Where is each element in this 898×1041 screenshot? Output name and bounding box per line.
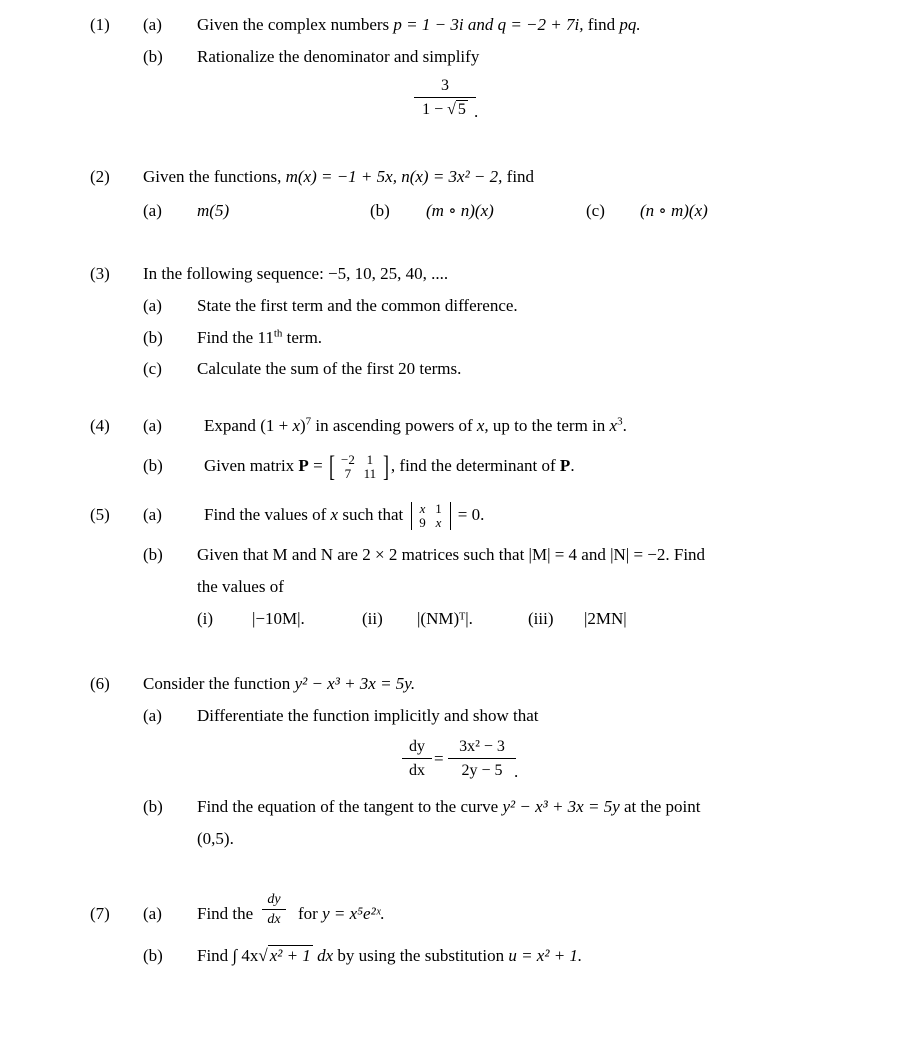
q7b-root: x² + 1 <box>269 946 311 965</box>
q6-intro <box>143 674 415 694</box>
q1a-text-2: find <box>587 15 616 34</box>
q7b-text-1: Find ∫ 4x <box>197 946 259 965</box>
q1b-frac-numerator: 3 <box>441 77 449 94</box>
q1-number: (1) <box>90 15 110 34</box>
matrix-cell-21: 7 <box>344 466 352 482</box>
q3b-text <box>197 328 322 348</box>
q6b-text <box>197 797 700 817</box>
q6b-text-1: Find the equation of the tangent to the curve <box>197 797 499 816</box>
determinant-right-bar <box>450 502 451 530</box>
q3b-text-2: term. <box>282 328 323 347</box>
q2b-expr: (m ∘ n)(x) <box>426 201 494 220</box>
q2a-expr: m(5) <box>197 201 230 220</box>
q4a-text-1: Expand <box>204 416 256 435</box>
q4b-eq: = <box>308 456 327 475</box>
det-cell-11: x <box>419 501 426 517</box>
q5a-text <box>204 497 484 533</box>
q7b-label: (b) <box>143 946 163 965</box>
q4b-P: P <box>298 456 309 475</box>
q2-find: find <box>506 167 535 186</box>
q3-intro: In the following sequence: −5, 10, 25, 40, .... <box>143 264 449 283</box>
q6-intro-text: Consider the function <box>143 674 291 693</box>
q5a-text-1: Find the values of <box>204 505 327 524</box>
q7-number: (7) <box>90 904 110 923</box>
q4-number: (4) <box>90 416 110 435</box>
q2a-label: (a) <box>143 201 162 220</box>
q7a-derivative <box>262 892 286 928</box>
q6a-rhs-num: 3x² − 3 <box>459 738 505 755</box>
q6a-label: (a) <box>143 706 162 725</box>
q2-funcs: m(x) = −1 + 5x, n(x) = 3x² − 2, <box>285 167 503 186</box>
q1b-frac-end: . <box>474 102 479 121</box>
q2c-label: (c) <box>586 201 605 220</box>
q5b-ii-expr: |(NM)ᵀ|. <box>417 609 473 628</box>
q6a-lhs-fraction <box>402 737 432 781</box>
det-cell-21: 9 <box>419 515 426 531</box>
q4a-text-2: in ascending powers of <box>315 416 473 435</box>
q3-number: (3) <box>90 264 110 283</box>
q5a-x: x <box>330 505 339 524</box>
q6a-lhs-num: dy <box>409 738 425 755</box>
q7a-expr: y = x⁵e²ˣ. <box>322 904 385 923</box>
q5b-iii-expr: |2MN| <box>584 609 627 628</box>
q4b-text-1: Given matrix <box>204 456 295 475</box>
q2c-expr: (n ∘ m)(x) <box>640 201 708 220</box>
q2-number: (2) <box>90 167 110 186</box>
q6b-expr: y² − x³ + 3x = 5y <box>502 797 620 816</box>
q1b-fraction <box>414 76 479 121</box>
q1b-label: (b) <box>143 47 163 66</box>
q1a-label: (a) <box>143 15 162 34</box>
matrix-P <box>337 453 381 481</box>
q7a-d-den: dx <box>267 912 281 927</box>
q4a-text <box>204 416 627 436</box>
q6-number: (6) <box>90 674 110 693</box>
q4a-exp: 7 <box>305 415 312 428</box>
q5b-label: (b) <box>143 545 163 564</box>
q6b-label: (b) <box>143 797 163 816</box>
q6a-lhs-den: dx <box>409 762 425 779</box>
q4b-text-2: , find the determinant of <box>390 456 556 475</box>
q4b-text <box>204 448 575 484</box>
determinant-left-bar <box>411 502 412 530</box>
det-cell-12: 1 <box>435 501 442 517</box>
q5a-eq: = 0. <box>453 505 485 524</box>
q4a-expr: (1 + x) <box>260 416 306 435</box>
q5a-label: (a) <box>143 505 162 524</box>
q5b-text-2: the values of <box>197 577 284 596</box>
q4b-P2: P <box>559 456 571 475</box>
matrix-left-bracket: [ <box>328 450 335 484</box>
q5b-i-label: (i) <box>197 609 214 628</box>
q7b-sub: u = x² + 1. <box>508 946 583 965</box>
q7a-text-2: for <box>298 904 318 923</box>
q7a-d-num: dy <box>267 892 281 907</box>
q5-number: (5) <box>90 505 110 524</box>
q6a-frac-end: . <box>514 762 519 781</box>
q6a-rhs-den: 2y − 5 <box>461 762 503 779</box>
q7a-text <box>298 904 385 924</box>
matrix-cell-11: −2 <box>340 452 355 468</box>
q4a-x: x, <box>476 416 489 435</box>
matrix-cell-12: 1 <box>366 452 374 468</box>
q7b-text: Find ∫ 4x√ x² + 1 dx by using the substitution u = x² + 1. <box>197 946 583 965</box>
q1b-den-root: 5 <box>457 101 466 118</box>
q1a-text <box>197 15 641 35</box>
q3b-sup: th <box>273 327 283 340</box>
q3a-label: (a) <box>143 296 162 315</box>
q2b-label: (b) <box>370 201 390 220</box>
q6b-text-2: at the point <box>624 797 701 816</box>
q7a-label: (a) <box>143 904 162 923</box>
q5b-ii-label: (ii) <box>362 609 383 628</box>
q1a-text-1: Given the complex numbers <box>197 15 390 34</box>
q3c-text: Calculate the sum of the first 20 terms. <box>197 359 462 378</box>
det-cell-22: x <box>435 515 442 531</box>
determinant-matrix <box>415 502 447 530</box>
q1b-den-part: 1 − <box>422 101 448 118</box>
q1a-pq: pq. <box>619 15 641 34</box>
q1b-frac-denominator: 1 − √ 5 <box>422 101 466 118</box>
q6b-point: (0,5). <box>197 829 234 848</box>
q6a-lhs-bar <box>402 758 432 759</box>
q5a-text-2: such that <box>342 505 404 524</box>
q5b-i-expr: |−10M|. <box>252 609 305 628</box>
q2-intro-text: Given the functions, <box>143 167 282 186</box>
q7a-text-1: Find the <box>197 904 254 923</box>
q5b-iii-label: (iii) <box>528 609 554 628</box>
q7b-text-2: by using the substitution <box>337 946 505 965</box>
q6a-rhs-fraction <box>448 737 519 781</box>
q7a-d-bar <box>262 909 286 910</box>
q1b-frac-bar <box>414 97 476 98</box>
q4b-end: . <box>570 456 575 475</box>
q1b-text: Rationalize the denominator and simplify <box>197 47 480 66</box>
q3c-label: (c) <box>143 359 162 378</box>
q4a-label: (a) <box>143 416 162 435</box>
q6-intro-expr: y² − x³ + 3x = 5y. <box>294 674 416 693</box>
q4a-text-3: up to the term in <box>492 416 606 435</box>
matrix-right-bracket: ] <box>382 450 389 484</box>
q3b-text-1: Find the 11 <box>197 328 274 347</box>
q4a-x3-exp: 3 <box>617 415 623 428</box>
q7b-dx: dx <box>312 946 334 965</box>
q4b-label: (b) <box>143 456 163 475</box>
q6a-rhs-bar <box>448 758 516 759</box>
q6a-equals: = <box>434 749 444 768</box>
q1a-math: p = 1 − 3i and q = −2 + 7i, <box>393 15 584 34</box>
q6a-text: Differentiate the function implicitly and show that <box>197 706 539 725</box>
q5b-text: Given that M and N are 2 × 2 matrices such that |M| = 4 and |N| = −2. Find <box>197 545 706 564</box>
q2-intro <box>143 167 534 187</box>
matrix-cell-22: 11 <box>363 466 377 482</box>
q4a-x3: x <box>609 416 618 435</box>
q3a-text: State the first term and the common difference. <box>197 296 518 315</box>
q4a-end: . <box>622 416 627 435</box>
q3b-label: (b) <box>143 328 163 347</box>
